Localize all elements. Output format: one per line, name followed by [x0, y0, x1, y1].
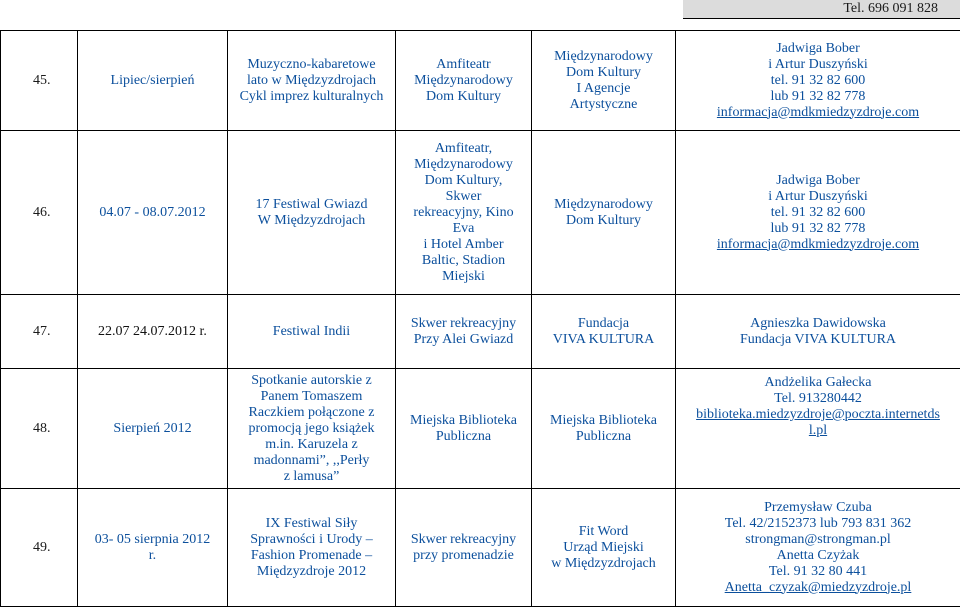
event-cell: IX Festiwal Siły Sprawności i Urody – Fashion Promenade – Międzyzdroje 2012 — [228, 489, 396, 607]
date-cell: Sierpień 2012 — [78, 369, 228, 489]
row-number: 48. — [1, 369, 78, 489]
table-row — [1, 131, 960, 295]
organizer-cell: Miejska Biblioteka Publiczna — [532, 369, 676, 489]
table-row — [1, 369, 960, 489]
email-link[interactable]: biblioteka.miedzyzdroje@poczta.internetds — [696, 407, 940, 422]
place-cell: Skwer rekreacyjny przy promenadzie — [396, 489, 532, 607]
organizer-cell: Fundacja VIVA KULTURA — [532, 295, 676, 369]
email-link[interactable]: Anetta_czyzak@miedzyzdroje.pl — [724, 579, 912, 595]
event-cell: Festiwal Indii — [228, 295, 396, 369]
email-link[interactable]: informacja@mdkmiedzyzdroje.com — [716, 104, 920, 120]
place-cell: Amfiteatr Międzynarodowy Dom Kultury — [396, 31, 532, 131]
event-cell: Spotkanie autorskie z Panem Tomaszem Raczkiem połączone z promocją jego książek m.in. Karuzela z madonnami”, ,,Perły z lamusa” — [228, 369, 396, 489]
place-cell: Amfiteatr, Międzynarodowy Dom Kultury, Skwer rekreacyjny, Kino Eva i Hotel Amber Baltic, Stadion Miejski — [396, 131, 532, 295]
contact-cell: Andżelika Gałecka Tel. 913280442 biblioteka.miedzyzdroje@poczta.internetds l.pl — [676, 369, 960, 489]
email-link-continued[interactable]: l.pl — [808, 423, 828, 438]
date-cell: Lipiec/sierpień — [78, 31, 228, 131]
row-number: 46. — [1, 131, 78, 295]
phone-header — [683, 0, 960, 19]
table-row — [1, 31, 960, 131]
row-number: 45. — [1, 31, 78, 131]
organizer-cell: Fit Word Urząd Miejski w Międzyzdrojach — [532, 489, 676, 607]
date-cell: 04.07 - 08.07.2012 — [78, 131, 228, 295]
contact-cell: Jadwiga Bober i Artur Duszyński tel. 91 32 82 600 lub 91 32 82 778 informacja@mdkmiedzyzdroje.com — [676, 31, 960, 131]
place-cell: Miejska Biblioteka Publiczna — [396, 369, 532, 489]
contact-cell: Przemysław Czuba Tel. 42/2152373 lub 793 831 362 strongman@strongman.pl Anetta Czyżak Tel. 91 32 80 441 Anetta_czyzak@miedzyzdroje.pl — [676, 489, 960, 607]
event-cell: 17 Festiwal Gwiazd W Międzyzdrojach — [228, 131, 396, 295]
header-phone: Tel. 696 091 828 — [843, 1, 938, 16]
event-cell: Muzyczno-kabaretowe lato w Międzyzdrojach Cykl imprez kulturalnych — [228, 31, 396, 131]
events-table — [0, 30, 960, 607]
place-cell: Skwer rekreacyjny Przy Alei Gwiazd — [396, 295, 532, 369]
organizer-cell: Międzynarodowy Dom Kultury — [532, 131, 676, 295]
date-cell: 03- 05 sierpnia 2012 r. — [78, 489, 228, 607]
date-cell: 22.07 24.07.2012 r. — [78, 295, 228, 369]
contact-cell: Agnieszka Dawidowska Fundacja VIVA KULTURA — [676, 295, 960, 369]
table-row — [1, 489, 960, 607]
email-link[interactable]: informacja@mdkmiedzyzdroje.com — [716, 236, 920, 252]
contact-cell: Jadwiga Bober i Artur Duszyński tel. 91 32 82 600 lub 91 32 82 778 informacja@mdkmiedzyzdroje.com — [676, 131, 960, 295]
row-number: 47. — [1, 295, 78, 369]
row-number: 49. — [1, 489, 78, 607]
table-row — [1, 295, 960, 369]
organizer-cell: Międzynarodowy Dom Kultury I Agencje Artystyczne — [532, 31, 676, 131]
